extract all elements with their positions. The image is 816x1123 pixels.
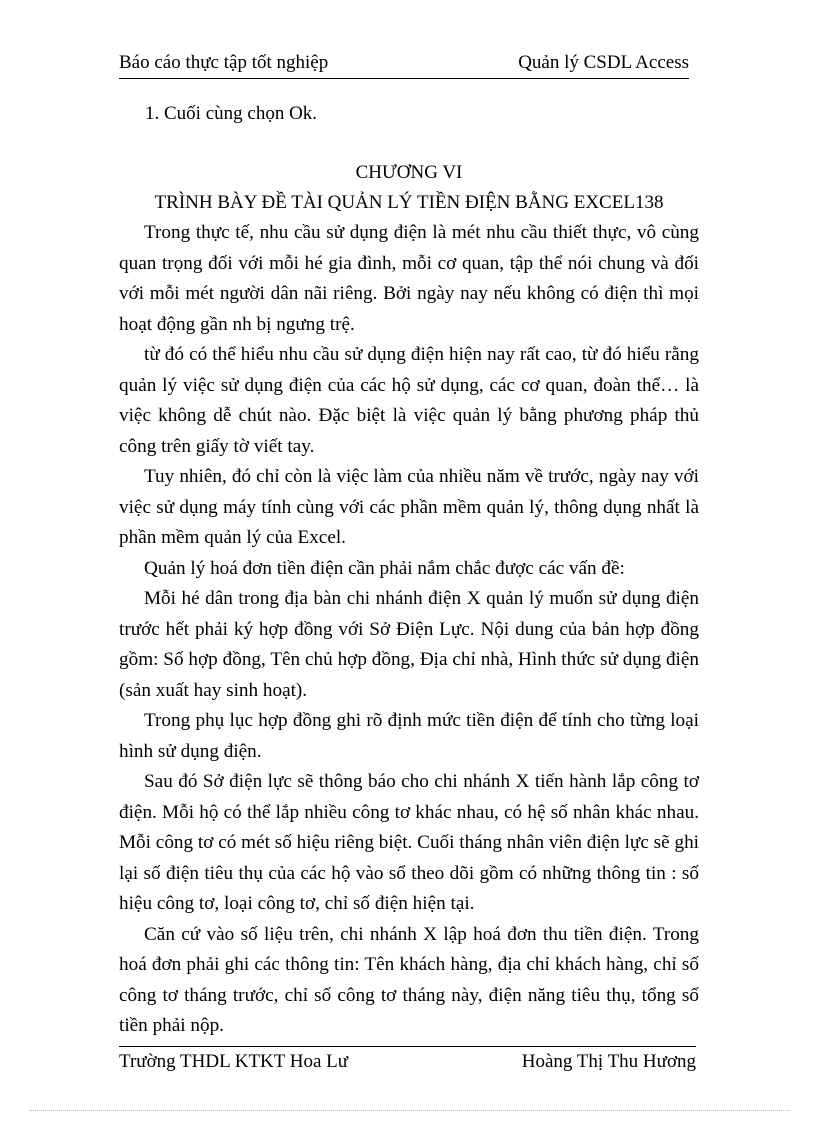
list-step: 1. Cuối cùng chọn Ok. — [145, 103, 318, 124]
header-right-title: Quản lý CSDL Access — [518, 52, 689, 73]
body-text — [119, 218, 699, 1042]
paragraph: Tuy nhiên, đó chỉ còn là việc làm của nhiều năm về trước, ngày nay với việc sử dụng máy tính cùng với các phần mềm quản lý, thông dụng nhất là phần mềm quản lý của Excel. — [119, 466, 699, 548]
paragraph: từ đó có thể hiểu nhu cầu sử dụng điện hiện nay rất cao, từ đó hiểu rằng quản lý việc sử dụng điện của các hộ sử dụng, các cơ quan, đoàn thể… là việc không dễ chút nào. Đặc biệt là việc quản lý bằng phương pháp thủ công trên giấy tờ viết tay. — [119, 344, 699, 457]
page-header — [119, 52, 689, 79]
chapter-title: TRÌNH BÀY ĐỀ TÀI QUẢN LÝ TIỀN ĐIỆN BẰNG EXCEL138 — [154, 192, 664, 213]
paragraph: Trong thực tế, nhu cầu sử dụng điện là mét nhu cầu thiết thực, vô cùng quan trọng đối với mỗi hé gia đình, mỗi cơ quan, tập thể nói chung và đối với mỗi mét người dân nãi riêng. Bởi ngày nay nếu không có điện thì mọi hoạt động gần nh bị ngưng trệ. — [119, 222, 699, 335]
paragraph: Mỗi hé dân trong địa bàn chi nhánh điện X quản lý muốn sử dụng điện trước hết phải ký hợp đồng với Sở Điện Lực. Nội dung của bản hợp đồng gồm: Số hợp đồng, Tên chủ hợp đồng, Địa chỉ nhà, Hình thức sử dụng điện (sản xuất hay sinh hoạt). — [119, 588, 699, 701]
paragraph: Trong phụ lục hợp đồng ghi rõ định mức tiền điện để tính cho từng loại hình sử dụng điện. — [119, 710, 699, 762]
chapter-number: CHƯƠNG VI — [355, 162, 463, 183]
header-left-title: Báo cáo thực tập tốt nghiệp — [119, 52, 329, 73]
paragraph: Căn cứ vào số liệu trên, chi nhánh X lập hoá đơn thu tiền điện. Trong hoá đơn phải ghi các thông tin: Tên khách hàng, địa chỉ khách hàng, chỉ số công tơ tháng trước, chỉ số công tơ tháng này, điện năng tiêu thụ, tổng số tiền phải nộp. — [119, 923, 699, 1036]
footer-school: Trường THDL KTKT Hoa Lư — [119, 1051, 349, 1072]
footer-author: Hoàng Thị Thu Hương — [521, 1051, 696, 1072]
paragraph: Quản lý hoá đơn tiền điện cần phải nắm chắc được các vấn đề: — [144, 557, 625, 579]
paragraph: Sau đó Sở điện lực sẽ thông báo cho chi nhánh X tiến hành lắp công tơ điện. Mỗi hộ có thể lắp nhiều công tơ khác nhau, có hệ số nhân khác nhau. Mỗi công tơ có mét số hiệu riêng biệt. Cuối tháng nhân viên điện lực sẽ ghi lại số điện tiêu thụ của các hộ vào sổ theo dõi gồm có những thông tin : số hiệu công tơ, loại công tơ, chỉ số điện hiện tại. — [119, 771, 699, 914]
page-edge-divider — [30, 1110, 790, 1111]
page-footer — [119, 1046, 696, 1077]
